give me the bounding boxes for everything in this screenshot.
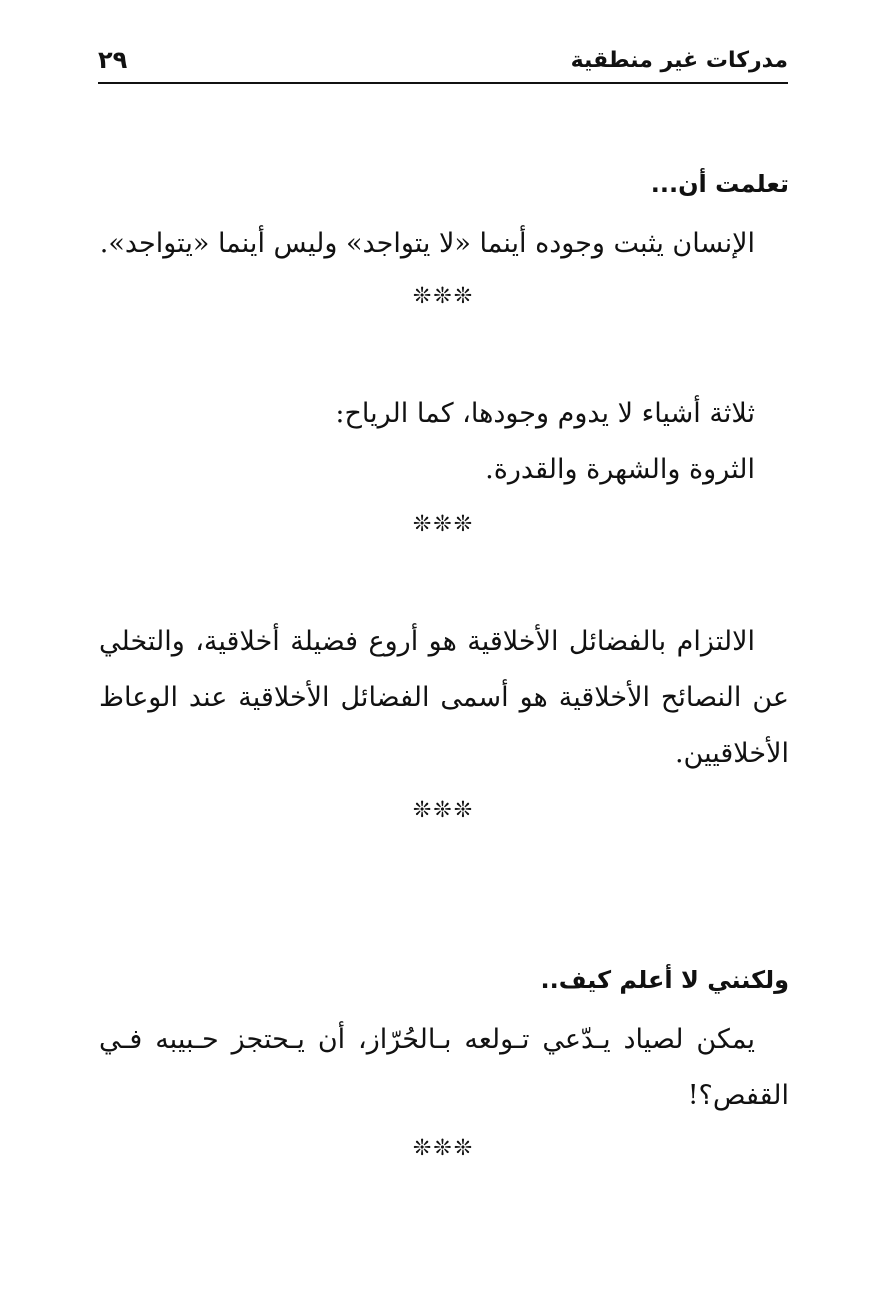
separator-stars: ❊❊❊ (412, 284, 475, 309)
running-title: مدركات غير منطقية (570, 48, 788, 73)
section-heading: تعلمت أن... (650, 170, 789, 198)
paragraph-line: الثروة والشهرة والقدرة. (485, 454, 755, 485)
section-heading: ولكنني لا أعلم كيف.. (540, 966, 789, 994)
separator-stars: ❊❊❊ (412, 1136, 475, 1161)
separator-stars: ❊❊❊ (412, 512, 475, 537)
paragraph (65, 216, 789, 272)
page-number: ٢٩ (98, 46, 128, 74)
separator-stars: ❊❊❊ (412, 798, 475, 823)
paragraph-line: ثلاثة أشياء لا يدوم وجودها، كما الرياح: (335, 398, 755, 429)
paragraph-line: الإنسان يثبت وجوده أينما «لا يتواجد» وليس أينما «يتواجد». (99, 228, 755, 259)
paragraph: الالتزام بالفضائل الأخلاقية هو أروع فضيلة أخلاقية، والتخلي عن النصائح الأخلاقية هو أسمى الفضائل الأخلاقية عند الوعاظ الأخلاقيين. (99, 626, 789, 769)
page-header (98, 40, 788, 84)
paragraph (65, 386, 789, 498)
paragraph: يمكن لصياد يـدّعي تـولعه بـالحُرّاز، أن يـحتجز حـبيبه فـي القفص؟! (99, 1024, 789, 1111)
